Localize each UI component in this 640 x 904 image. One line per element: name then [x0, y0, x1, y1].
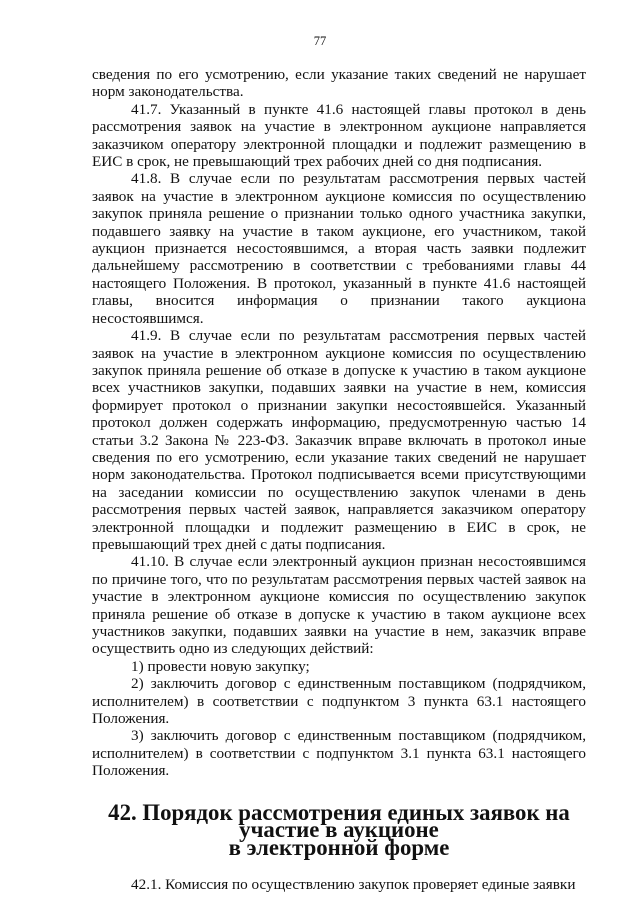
- list-item-1: 1) провести новую закупку;: [131, 657, 310, 675]
- paragraph-41-7: 41.7. Указанный в пункте 41.6 настоящей главы протокол в день рассмотрения заявок на участие в электронном аукционе направляется заказчиком оператору электронной площадки и подлежит размещению в ЕИС в срок, не превышающий трех рабочих дней со дня подписания.: [92, 100, 586, 171]
- paragraph-41-10: 41.10. В случае если электронный аукцион признан несостоявшимся по причине того, что по результатам рассмотрения первых частей заявок на участие в электронном аукционе комиссия по осуществлению закупок приняла решение об отказе в допуске к участию в таком аукционе всех участников закупки, подавших заявки на участие в нем, заказчик вправе осуществить одно из следующих действий:: [92, 553, 586, 658]
- page-number: 77: [313, 34, 327, 48]
- list-item-3: 3) заключить договор с единственным поставщиком (подрядчиком, исполнителем) в соответствии с подпунктом 3.1 пункта 63.1 настоящего Положения.: [92, 727, 586, 780]
- section-heading-line-1: 42. Порядок рассмотрения единых заявок на участие в аукционе: [108, 799, 570, 843]
- page-content: [92, 66, 586, 894]
- paragraph-continuation: сведения по его усмотрению, если указание таких сведений не нарушает норм законодательства.: [92, 66, 586, 101]
- paragraph-41-8: 41.8. В случае если по результатам рассмотрения первых частей заявок на участие в электронном аукционе комиссия по осуществлению закупок приняла решение о признании только одного участника закупки, подавшего заявку на участие в таком аукционе, его участником, такой аукцион признается несостоявшимся, а вторая часть заявки подлежит дальнейшему рассмотрению в соответствии с требованиями главы 44 настоящего Положения. В протокол, указанный в пункте 41.6 настоящей главы, вносится информация о признании такого аукциона несостоявшимся.: [92, 170, 586, 327]
- list-item-2: 2) заключить договор с единственным поставщиком (подрядчиком, исполнителем) в соответствии с подпунктом 3 пункта 63.1 настоящего Положения.: [92, 675, 586, 728]
- section-heading-42: [92, 799, 586, 860]
- paragraph-41-9: 41.9. В случае если по результатам рассмотрения первых частей заявок на участие в электронном аукционе комиссия по осуществлению закупок приняла решение об отказе в допуске к участию в таком аукционе всех участников закупки, подавших заявки на участие в нем, комиссия формирует протокол о признании закупки несостоявшейся. Указанный протокол должен содержать информацию, предусмотренную частью 14 статьи 3.2 Закона № 223-ФЗ. Заказчик вправе включать в протокол иные сведения по его усмотрению, если указание таких сведений не нарушает норм законодательства. Протокол подписывается всеми присутствующими на заседании комиссии по осуществлению закупок членами в день рассмотрения первых частей заявок, направляется заказчиком оператору электронной площадки и подлежит размещению в ЕИС в срок, не превышающий трех дней с даты подписания.: [92, 327, 586, 553]
- paragraph-42-1: 42.1. Комиссия по осуществлению закупок проверяет единые заявки: [131, 876, 576, 894]
- section-heading-line-2: в электронной форме: [228, 834, 450, 860]
